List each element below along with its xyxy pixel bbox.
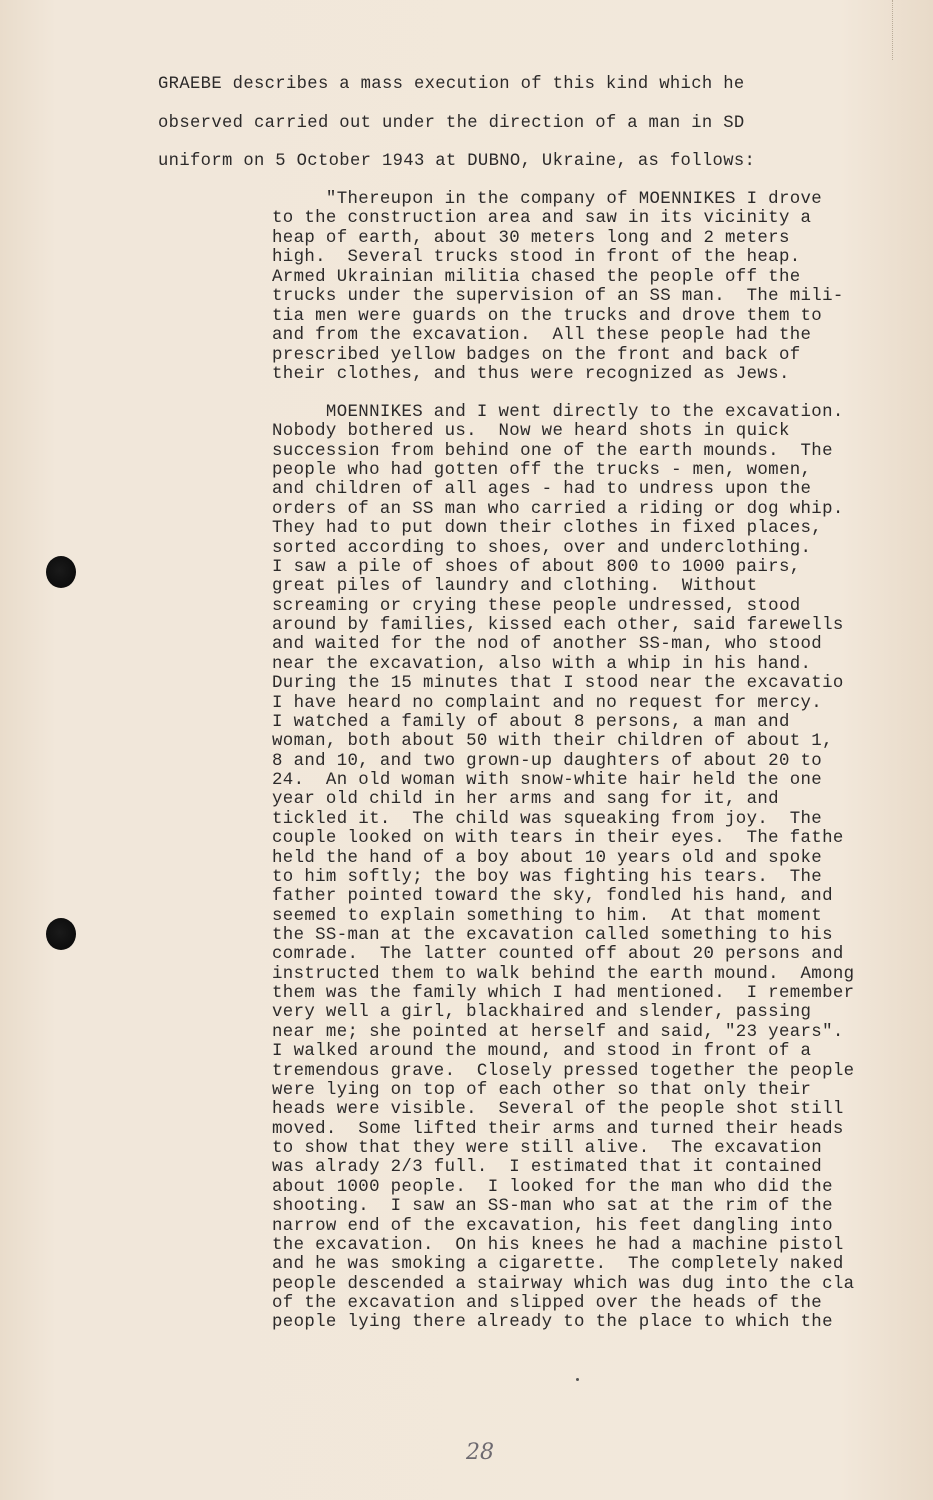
typed-line: I saw a pile of shoes of about 800 to 1000 pairs, xyxy=(272,557,801,577)
typed-line: people descended a stairway which was dug into the cla xyxy=(272,1274,855,1294)
typed-line: of the excavation and slipped over the heads of the xyxy=(272,1294,823,1314)
typed-line: sorted according to shoes, over and underclothing. xyxy=(272,538,812,558)
typed-line: their clothes, and thus were recognized as Jews. xyxy=(272,365,790,385)
page-edge-marks xyxy=(886,0,893,60)
intro-line: uniform on 5 October 1943 at DUBNO, Ukraine, as follows: xyxy=(158,152,756,171)
typed-line: the SS-man at the excavation called something to his xyxy=(272,925,833,945)
typed-line: prescribed yellow badges on the front and back of xyxy=(272,345,801,365)
typed-line: They had to put down their clothes in fixed places, xyxy=(272,519,823,539)
binder-hole xyxy=(46,918,76,950)
typed-line: were lying on top of each other so that only their xyxy=(272,1080,812,1100)
intro-line: GRAEBE describes a mass execution of this kind which he xyxy=(158,75,745,94)
typed-line: Nobody bothered us. Now we heard shots in quick xyxy=(272,422,790,442)
typed-line: succession from behind one of the earth mounds. The xyxy=(272,441,833,461)
typed-line: held the hand of a boy about 10 years old and spoke xyxy=(272,848,823,868)
typed-line: I have heard no complaint and no request for mercy. xyxy=(272,693,823,713)
typed-line: great piles of laundry and clothing. Without xyxy=(272,577,758,597)
typed-line: very well a girl, blackhaired and slender, passing xyxy=(272,1003,812,1023)
typed-line: tremendous grave. Closely pressed together the people xyxy=(272,1061,855,1081)
typed-line: "Thereupon in the company of MOENNIKES I drove xyxy=(272,190,823,209)
typed-line: near me; she pointed at herself and said, "23 years". xyxy=(272,1022,844,1042)
intro-line: observed carried out under the direction of a man in SD xyxy=(158,114,745,133)
typed-line: tia men were guards on the trucks and drove them to xyxy=(272,306,823,326)
typed-line: and waited for the nod of another SS-man, who stood xyxy=(272,635,823,655)
typed-line: was alrady 2/3 full. I estimated that it contained xyxy=(272,1158,823,1178)
typed-line: father pointed toward the sky, fondled his hand, and xyxy=(272,887,833,907)
typed-line: narrow end of the excavation, his feet dangling into xyxy=(272,1216,833,1236)
typed-line: year old child in her arms and sang for it, and xyxy=(272,790,779,810)
typed-line: and from the excavation. All these people had the xyxy=(272,326,812,346)
typed-line: couple looked on with tears in their eyes. The fathe xyxy=(272,829,844,849)
page-number: 28 xyxy=(466,1440,494,1465)
typed-line: I walked around the mound, and stood in front of a xyxy=(272,1042,812,1062)
typed-line: and he was smoking a cigarette. The completely naked xyxy=(272,1255,844,1275)
typed-line: to the construction area and saw in its vicinity a xyxy=(272,209,812,229)
typed-line: the excavation. On his knees he had a machine pistol xyxy=(272,1235,844,1255)
typed-line: Armed Ukrainian militia chased the people off the xyxy=(272,267,801,287)
typed-line: 24. An old woman with snow-white hair held the one xyxy=(272,771,823,791)
typed-line: During the 15 minutes that I stood near the excavatio xyxy=(272,674,844,694)
typed-line: near the excavation, also with a whip in his hand. xyxy=(272,654,812,674)
typed-line: people lying there already to the place to which the xyxy=(272,1313,833,1333)
typed-line: heap of earth, about 30 meters long and 2 meters xyxy=(272,228,790,248)
typed-line: shooting. I saw an SS-man who sat at the rim of the xyxy=(272,1197,833,1217)
typed-line: comrade. The latter counted off about 20 persons and xyxy=(272,945,844,965)
paper-speck xyxy=(576,1378,579,1381)
typed-line: I watched a family of about 8 persons, a man and xyxy=(272,712,790,732)
typed-line: screaming or crying these people undressed, stood xyxy=(272,596,801,616)
typed-line: to him softly; the boy was fighting his tears. The xyxy=(272,867,823,887)
typed-line: instructed them to walk behind the earth mound. Among xyxy=(272,964,855,984)
typed-line: 8 and 10, and two grown-up daughters of about 20 to xyxy=(272,751,823,771)
typed-line: and children of all ages - had to undress upon the xyxy=(272,480,812,500)
typed-line: about 1000 people. I looked for the man who did the xyxy=(272,1177,833,1197)
typed-line: MOENNIKES and I went directly to the excavation. xyxy=(272,403,844,422)
typed-line: to show that they were still alive. The excavation xyxy=(272,1139,823,1159)
typed-line: around by families, kissed each other, said farewells xyxy=(272,616,844,636)
typed-line: woman, both about 50 with their children of about 1, xyxy=(272,732,833,752)
typed-line: them was the family which I had mentioned. I remember xyxy=(272,984,855,1004)
typed-line: orders of an SS man who carried a riding or dog whip. xyxy=(272,499,844,519)
typed-line: seemed to explain something to him. At that moment xyxy=(272,906,823,926)
typed-line: trucks under the supervision of an SS man. The mili- xyxy=(272,287,844,307)
binder-hole xyxy=(46,556,76,588)
typed-line: high. Several trucks stood in front of the heap. xyxy=(272,248,801,268)
typed-line: heads were visible. Several of the people shot still xyxy=(272,1100,844,1120)
typed-line: moved. Some lifted their arms and turned their heads xyxy=(272,1119,844,1139)
typed-line: tickled it. The child was squeaking from joy. The xyxy=(272,809,823,829)
typed-line: people who had gotten off the trucks - men, women, xyxy=(272,461,812,481)
